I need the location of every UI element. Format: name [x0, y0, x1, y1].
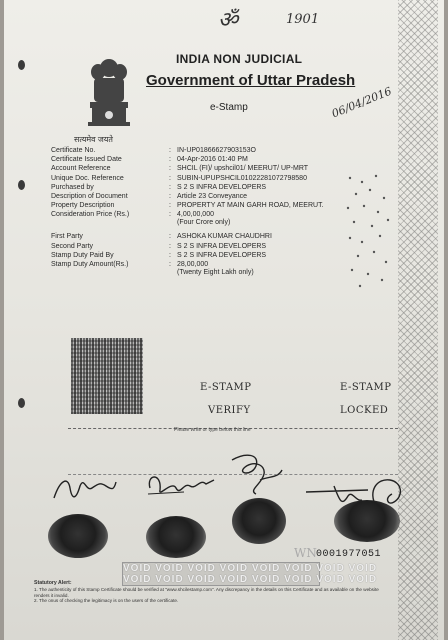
statutory-alert — [34, 580, 394, 604]
field-row: Unique Doc. Reference : SUBIN-UPUPSHCIL01022281072798580 — [51, 174, 307, 182]
stamp-paper — [4, 0, 444, 640]
handwritten-date: 06/04/2016 — [329, 84, 394, 121]
alert-title: Statutory Alert: — [34, 580, 72, 586]
national-emblem-icon — [82, 56, 136, 136]
qr-code — [71, 338, 143, 414]
alert-line-2: 2. The onus of checking the legitimacy is on the users of the certificate. — [34, 598, 179, 604]
field-row: Second Party : S 2 S INFRA DEVELOPERS — [51, 242, 267, 250]
field-value: 28,00,000 — [177, 260, 209, 268]
field-label: Certificate No. — [51, 147, 96, 154]
punch-hole — [18, 180, 25, 190]
field-row: Purchased by : S 2 S INFRA DEVELOPERS — [51, 183, 267, 191]
field-row: Property Description : PROPERTY AT MAIN GARH ROAD, MEERUT. — [51, 202, 324, 210]
field-label: First Party — [51, 233, 83, 241]
punch-hole — [18, 398, 25, 408]
watermark: WN — [294, 546, 317, 560]
field-row: Consideration Price (Rs.) : 4,00,00,000 (Four Crore only) — [51, 211, 231, 227]
thumb-impression — [334, 500, 400, 542]
field-value: 04-Apr-2016 01:40 PM — [177, 156, 248, 164]
field-label: Second Party — [51, 242, 94, 250]
field-value: SHCIL (FI)/ upshcil01/ MEERUT/ UP-MRT — [177, 165, 309, 173]
field-value-words: (Twenty Eight Lakh only) — [177, 268, 254, 276]
field-label: Consideration Price (Rs.) — [51, 211, 130, 219]
estamp-label-left: E-STAMP — [200, 382, 252, 393]
header-government: Government of Uttar Pradesh — [146, 72, 356, 89]
field-row: Stamp Duty Amount(Rs.) : 28,00,000 (Twenty Eight Lakh only) — [51, 260, 254, 276]
void-text: VOID VOID VOID VOID VOID VOID VOID VOID — [123, 563, 378, 574]
signature-line — [68, 474, 398, 475]
field-label: Purchased by — [51, 183, 94, 191]
field-value: IN-UP01866627903153O — [177, 147, 257, 154]
field-value: S 2 S INFRA DEVELOPERS — [177, 242, 267, 250]
handwritten-om: ॐ — [218, 8, 239, 33]
locked-label: LOCKED — [340, 405, 389, 416]
signature — [50, 470, 120, 504]
write-below-note: Please write or type below this line — [174, 427, 251, 433]
field-value: S 2 S INFRA DEVELOPERS — [177, 251, 267, 259]
field-value-words: (Four Crore only) — [177, 219, 231, 227]
handwritten-number: 1901 — [286, 12, 320, 27]
field-label: Unique Doc. Reference — [51, 174, 124, 182]
security-dots — [342, 172, 398, 292]
field-row: Certificate Issued Date : 04-Apr-2016 01:40 PM — [51, 156, 248, 164]
alert-line-1: 1. The authenticity of this Stamp Certificate should be verified at "www.shcilestamp.com". Any discrepancy in the details on this Certificate and as available on the website renders it invalid. — [34, 586, 379, 598]
emblem-motto: सत्यमेव जयते — [74, 135, 113, 144]
field-label: Account Reference — [51, 165, 111, 173]
certificate-fields — [51, 146, 351, 277]
header-india-non-judicial: INDIA NON JUDICIAL — [176, 52, 303, 66]
field-row: Description of Document : Article 23 Conveyance — [51, 192, 248, 200]
decorative-border — [398, 0, 438, 640]
field-value: 4,00,00,000 — [177, 211, 214, 219]
serial-number: 0001977051 — [316, 549, 382, 560]
thumb-impression — [232, 498, 286, 544]
field-row: Account Reference : SHCIL (FI)/ upshcil01/ MEERUT/ UP-MRT — [51, 165, 309, 173]
field-label: Property Description — [51, 202, 115, 210]
field-label: Stamp Duty Amount(Rs.) — [51, 260, 129, 268]
field-label: Description of Document — [51, 192, 128, 200]
field-value: PROPERTY AT MAIN GARH ROAD, MEERUT. — [177, 202, 324, 210]
header-estamp: e-Stamp — [210, 102, 248, 113]
punch-hole — [18, 60, 25, 70]
field-row: First Party : ASHOKA KUMAR CHAUDHRI — [51, 233, 272, 241]
field-row: Stamp Duty Paid By : S 2 S INFRA DEVELOPERS — [51, 251, 267, 259]
field-value: ASHOKA KUMAR CHAUDHRI — [177, 233, 272, 241]
thumb-impression — [48, 514, 108, 558]
verify-label: VERIFY — [208, 405, 251, 416]
void-text: VOID VOID VOID VOID VOID VOID VOID VOID — [123, 574, 378, 585]
thumb-impression — [146, 516, 206, 558]
field-value: S 2 S INFRA DEVELOPERS — [177, 183, 267, 191]
field-label: Stamp Duty Paid By — [51, 251, 114, 259]
field-row: Certificate No. : IN-UP01866627903153O — [51, 147, 257, 154]
field-label: Certificate Issued Date — [51, 156, 122, 164]
field-value: Article 23 Conveyance — [177, 192, 248, 200]
estamp-label-right: E-STAMP — [340, 382, 392, 393]
field-value: SUBIN-UPUPSHCIL01022281072798580 — [177, 174, 307, 182]
